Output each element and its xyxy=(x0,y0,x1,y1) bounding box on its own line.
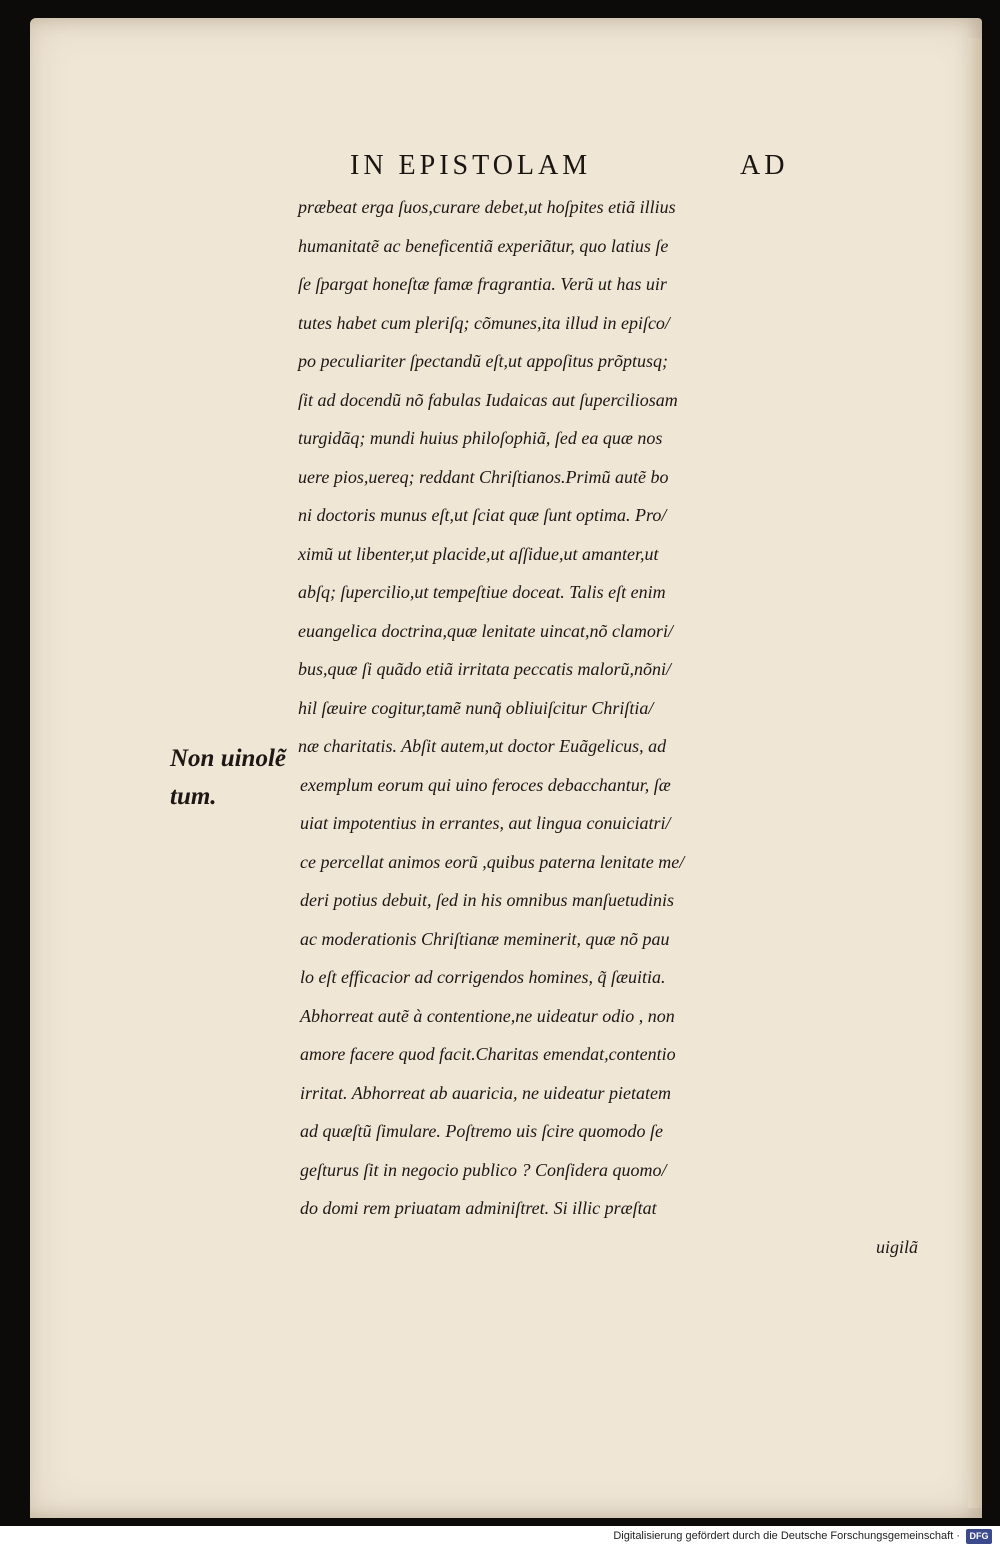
funding-credit: Digitalisierung gefördert durch die Deutsche Forschungsgemeinschaft · xyxy=(613,1530,960,1542)
text-line: abſq; ſupercilio,ut tempeſtiue doceat. Talis eſt enim xyxy=(298,582,666,602)
footer-bar xyxy=(0,1526,1000,1548)
text-line: bus,quæ ſi quãdo etiã irritata peccatis malorũ,nõni/ xyxy=(298,659,671,679)
text-line: tutes habet cum pleriſq; cõmunes,ita illud in epiſco/ xyxy=(298,312,670,333)
running-head-left: IN EPISTOLAM xyxy=(350,150,592,181)
text-line: euangelica doctrina,quæ lenitate uincat,nõ clamori/ xyxy=(298,620,673,641)
text-line: ad quæſtũ ſimulare. Poſtremo uis ſcire quomodo ſe xyxy=(300,1121,663,1141)
text-line: irritat. Abhorreat ab auaricia, ne uideatur pietatem xyxy=(300,1082,671,1103)
text-line: do domi rem priuatam adminiſtret. Si illic præſtat xyxy=(300,1198,657,1218)
text-line: amore facere quod facit.Charitas emendat,contentio xyxy=(300,1044,676,1064)
margin-note xyxy=(170,740,310,816)
text-line: uiat impotentius in errantes, aut lingua conuiciatri/ xyxy=(300,813,671,833)
text-line: ni doctoris munus eſt,ut ſciat quæ ſunt optima. Pro/ xyxy=(298,505,667,525)
text-line: humanitatẽ ac beneficentiã experiãtur, quo latius ſe xyxy=(298,235,669,256)
margin-note-line: Non uinolẽ xyxy=(170,745,287,772)
page-edge xyxy=(968,38,982,1508)
dfg-logo-icon: DFG xyxy=(966,1529,992,1544)
text-line: ximũ ut libenter,ut placide,ut aſſidue,ut amanter,ut xyxy=(298,543,659,564)
text-line: deri potius debuit, ſed in his omnibus manſuetudinis xyxy=(300,890,674,910)
text-line: Abhorreat autẽ à contentione,ne uideatur odio , non xyxy=(300,1005,675,1026)
text-line: uere pios,uereq; reddant Chriſtianos.Primũ autẽ bo xyxy=(298,466,669,487)
text-line: hil ſæuire cogitur,tamẽ nunq̃ obliuiſcitur Chriſtia/ xyxy=(298,697,654,718)
text-line: præbeat erga ſuos,curare debet,ut hoſpites etiã illius xyxy=(298,197,676,217)
text-line: po peculiariter ſpectandũ eſt,ut appoſitus prõptusq; xyxy=(298,351,668,371)
margin-note-line: tum. xyxy=(170,783,217,810)
text-line: næ charitatis. Abſit autem,ut doctor Euãgelicus, ad xyxy=(298,736,667,756)
text-line: ce percellat animos eorũ ,quibus paterna lenitate me/ xyxy=(300,851,685,872)
text-block xyxy=(298,188,938,1266)
catchword: uigilã xyxy=(875,1236,918,1257)
text-line: lo eſt efficacior ad corrigendos homines, q̃ ſæuitia. xyxy=(300,967,666,987)
text-line: exemplum eorum qui uino feroces debacchantur, ſæ xyxy=(300,774,671,795)
text-line: ſe ſpargat honeſtæ famæ fragrantia. Verũ ut has uir xyxy=(298,274,667,294)
text-line: geſturus ſit in negocio publico ? Conſidera quomo/ xyxy=(300,1159,667,1180)
text-line: ſit ad docendũ nõ fabulas Iudaicas aut ſuperciliosam xyxy=(298,389,678,410)
text-line: turgidãq; mundi huius philoſophiã, ſed ea quæ nos xyxy=(298,428,663,448)
running-head-right: AD xyxy=(740,150,789,181)
text-line: ac moderationis Chriſtianæ meminerit, quæ nõ pau xyxy=(300,928,670,949)
